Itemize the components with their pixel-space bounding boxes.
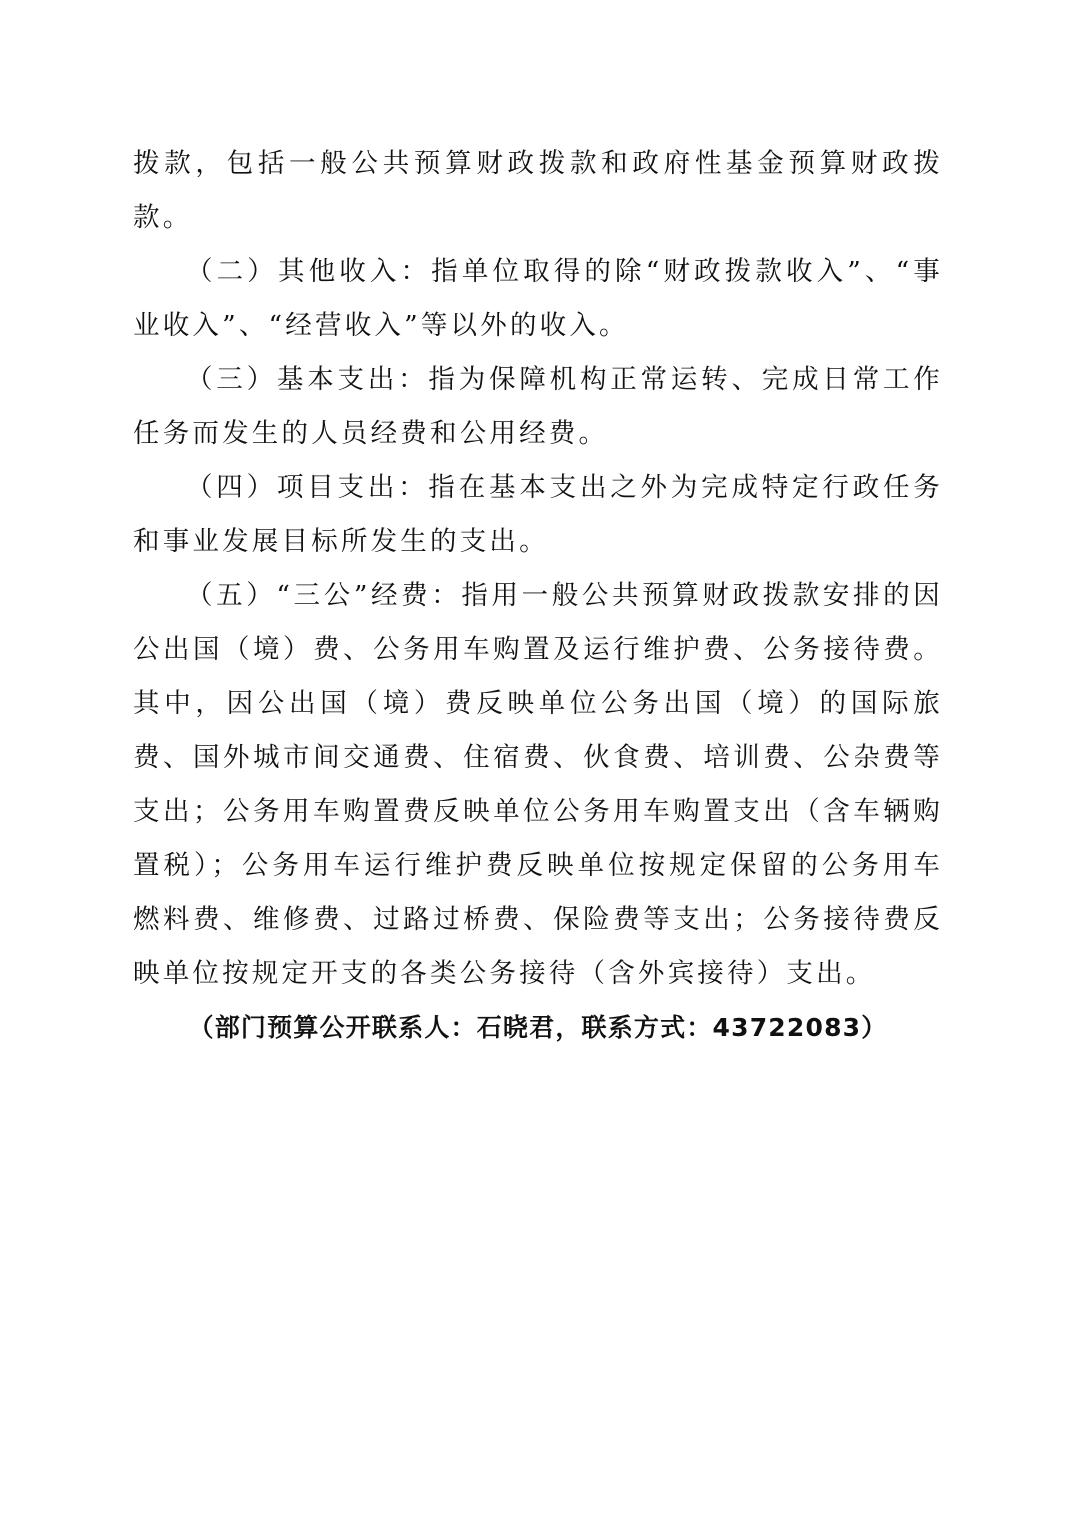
contact-line: （部门预算公开联系人：石晓君，联系方式：43722083） xyxy=(188,1013,888,1042)
paragraph-three-public-expenses: （五）“三公”经费：指用一般公共预算财政拨款安排的因公出国（境）费、公务用车购置及运行维护费、公务接待费。其中，因公出国（境）费反映单位公务出国（境）的国际旅费、国外城市间交通费、住宿费、伙食费、培训费、公杂费等支出；公务用车购置费反映单位公务用车购置支出（含车辆购置税）；公务用车运行维护费反映单位按规定保留的公务用车燃料费、维修费、过路过桥费、保险费等支出；公务接待费反映单位按规定开支的各类公务接待（含外宾接待）支出。 xyxy=(133,580,943,989)
paragraph-project-expenditure: （四）项目支出：指在基本支出之外为完成特定行政任务和事业发展目标所发生的支出。 xyxy=(133,472,943,557)
paragraph-other-income: （二）其他收入：指单位取得的除“财政拨款收入”、“事业收入”、“经营收入”等以外的收入。 xyxy=(133,256,943,341)
paragraph-appropriation-continuation: 拨款，包括一般公共预算财政拨款和政府性基金预算财政拨款。 xyxy=(133,148,943,233)
document-page xyxy=(133,137,943,1055)
paragraph-basic-expenditure: （三）基本支出：指为保障机构正常运转、完成日常工作任务而发生的人员经费和公用经费。 xyxy=(133,364,943,449)
